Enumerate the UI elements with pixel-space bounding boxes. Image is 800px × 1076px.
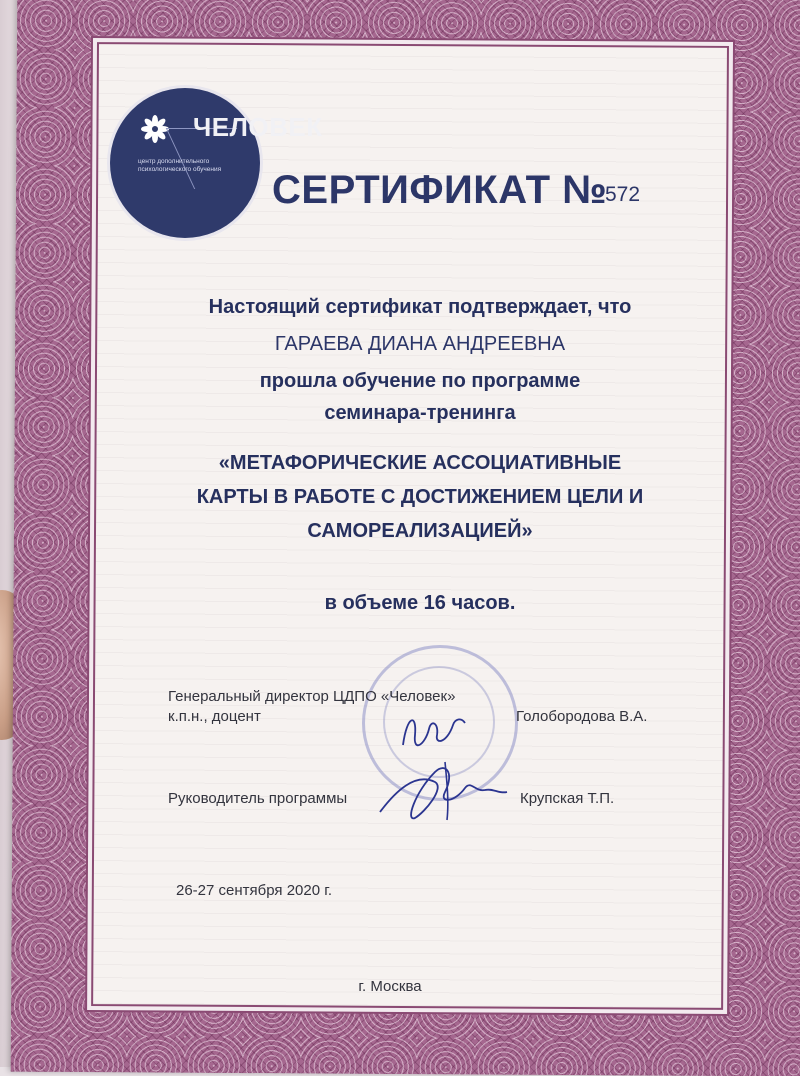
course-title-line-1: «МЕТАФОРИЧЕСКИЕ АССОЦИАТИВНЫЕ [218, 452, 622, 474]
city-text: г. Москва [358, 978, 422, 995]
director-name: Голобородова В.А. [516, 708, 648, 725]
course-title [150, 446, 690, 548]
hours-text: в объеме 16 часов. [324, 592, 516, 614]
director-degree: к.п.н., доцент [168, 708, 261, 725]
recipient-name: ГАРАЕВА ДИАНА АНДРЕЕВНА [274, 333, 566, 355]
program-head-name: Крупская Т.П. [520, 790, 615, 807]
date-text: 26-27 сентября 2020 г. [176, 882, 333, 899]
director-title: Генеральный директор ЦДПО «Человек» [168, 688, 456, 705]
course-title-line-2: КАРТЫ В РАБОТЕ С ДОСТИЖЕНИЕМ ЦЕЛИ И [196, 486, 644, 508]
completed-text-2: семинара-тренинга [324, 402, 516, 424]
logo-subtitle: центр дополнительного психологического обучения [138, 158, 222, 173]
organization-logo [110, 88, 260, 238]
certificate-title: СЕРТИФИКАТ № [272, 168, 608, 212]
intro-text: Настоящий сертификат подтверждает, что [208, 296, 632, 318]
course-title-line-3: САМОРЕАЛИЗАЦИЕЙ» [307, 520, 533, 542]
program-head-title: Руководитель программы [168, 790, 348, 807]
logo-brand-name: ЧЕЛОВЕК [193, 112, 323, 142]
program-head-signature [375, 752, 515, 827]
certificate-number: 572 [605, 183, 641, 206]
completed-text-1: прошла обучение по программе [259, 370, 581, 392]
